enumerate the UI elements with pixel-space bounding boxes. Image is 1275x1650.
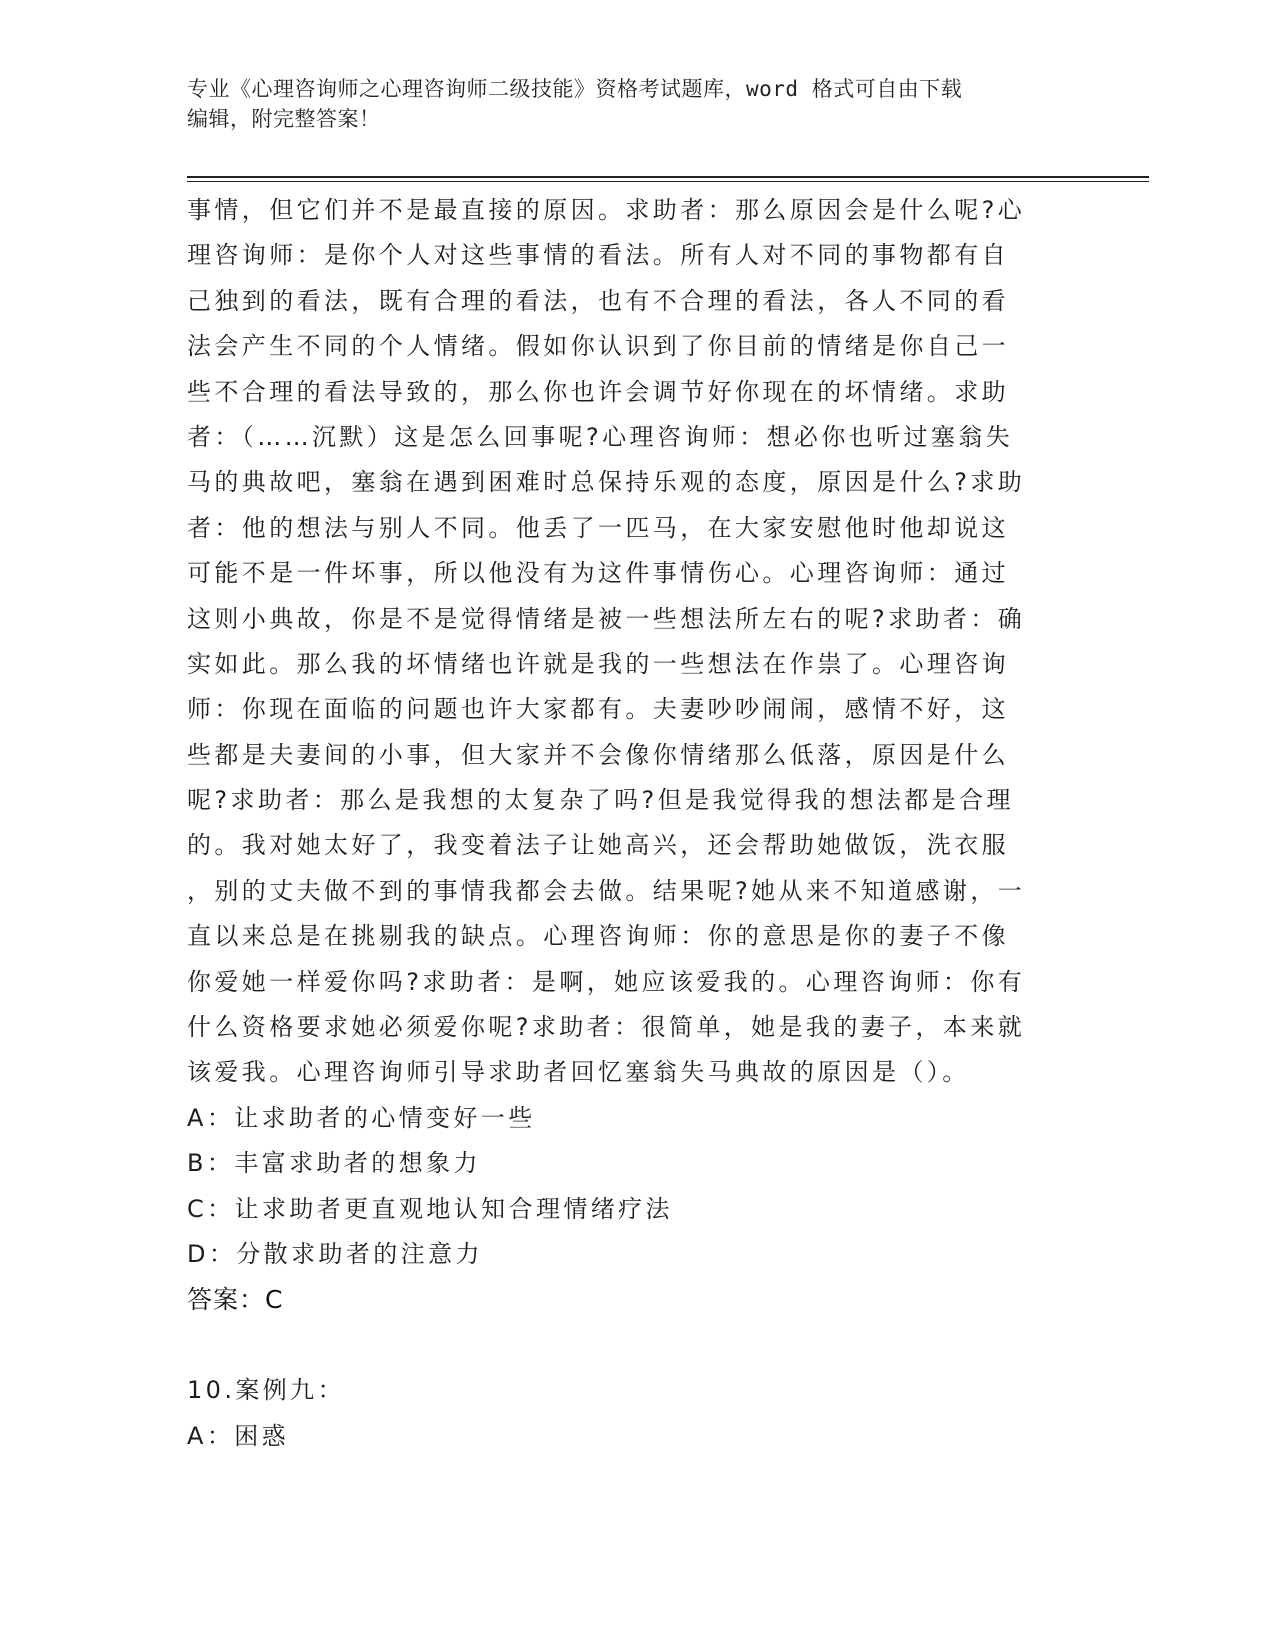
header-line-1: 专业《心理咨询师之心理咨询师二级技能》资格考试题库，word 格式可自由下载 <box>187 77 963 101</box>
case-passage <box>187 188 1087 1096</box>
answer-key: 答案：C <box>187 1285 284 1315</box>
passage-line: 这则小典故，你是不是觉得情绪是被一些想法所左右的呢?求助者：确 <box>187 604 1026 633</box>
header-line-2: 编辑，附完整答案！ <box>187 107 381 131</box>
document-header <box>187 74 1067 134</box>
option-d: D：分散求助者的注意力 <box>187 1239 483 1268</box>
passage-line: 师：你现在面临的问题也许大家都有。夫妻吵吵闹闹，感情不好，这 <box>187 695 1009 724</box>
passage-line: 些都是夫妻间的小事，但大家并不会像你情绪那么低落，原因是什么 <box>187 740 1009 769</box>
passage-line: ，别的丈夫做不到的事情我都会去做。结果呢?她从来不知道感谢，一 <box>187 876 1026 905</box>
passage-line: 直以来总是在挑剔我的缺点。心理咨询师：你的意思是你的妻子不像 <box>187 922 1009 951</box>
passage-line: 事情，但它们并不是最直接的原因。求助者：那么原因会是什么呢?心 <box>187 196 1026 224</box>
passage-line: 者：（……沉默）这是怎么回事呢?心理咨询师：想必你也听过塞翁失 <box>187 422 1014 451</box>
option-b: B：丰富求助者的想象力 <box>187 1149 481 1178</box>
passage-line: 实如此。那么我的坏情绪也许就是我的一些想法在作祟了。心理咨询 <box>187 649 1009 678</box>
next-option-a: A：困惑 <box>187 1421 290 1450</box>
question-content <box>187 188 1087 1459</box>
passage-line: 的。我对她太好了，我变着法子让她高兴，还会帮助她做饭，洗衣服 <box>187 831 1009 860</box>
passage-line: 理咨询师：是你个人对这些事情的看法。所有人对不同的事物都有自 <box>187 241 1009 270</box>
passage-line: 马的典故吧，塞翁在遇到困难时总保持乐观的态度，原因是什么?求助 <box>187 468 1026 497</box>
passage-line: 法会产生不同的个人情绪。假如你认识到了你目前的情绪是你自己一 <box>187 332 1009 361</box>
next-question <box>187 1368 1087 1459</box>
question-title: 10.案例九： <box>187 1376 345 1405</box>
passage-line: 些不合理的看法导致的，那么你也许会调节好你现在的坏情绪。求助 <box>187 377 1009 406</box>
passage-line: 可能不是一件坏事，所以他没有为这件事情伤心。心理咨询师：通过 <box>187 559 1009 588</box>
question-spacer <box>187 1323 1087 1368</box>
header-divider-thin <box>187 181 1149 182</box>
passage-line: 该爱我。心理咨询师引导求助者回忆塞翁失马典故的原因是（）。 <box>187 1058 970 1087</box>
passage-line: 者：他的想法与别人不同。他丢了一匹马，在大家安慰他时他却说这 <box>187 513 1009 542</box>
option-c: C：让求助者更直观地认知合理情绪疗法 <box>187 1194 673 1223</box>
passage-line: 己独到的看法，既有合理的看法，也有不合理的看法，各人不同的看 <box>187 286 1009 315</box>
answer-options <box>187 1096 1087 1278</box>
header-divider-thick <box>187 176 1149 178</box>
passage-line: 你爱她一样爱你吗?求助者：是啊，她应该爱我的。心理咨询师：你有 <box>187 967 1026 996</box>
option-a: A：让求助者的心情变好一些 <box>187 1103 536 1132</box>
passage-line: 什么资格要求她必须爱你呢?求助者：很简单，她是我的妻子，本来就 <box>187 1013 1026 1042</box>
passage-line: 呢?求助者：那么是我想的太复杂了吗?但是我觉得我的想法都是合理 <box>187 786 1014 815</box>
